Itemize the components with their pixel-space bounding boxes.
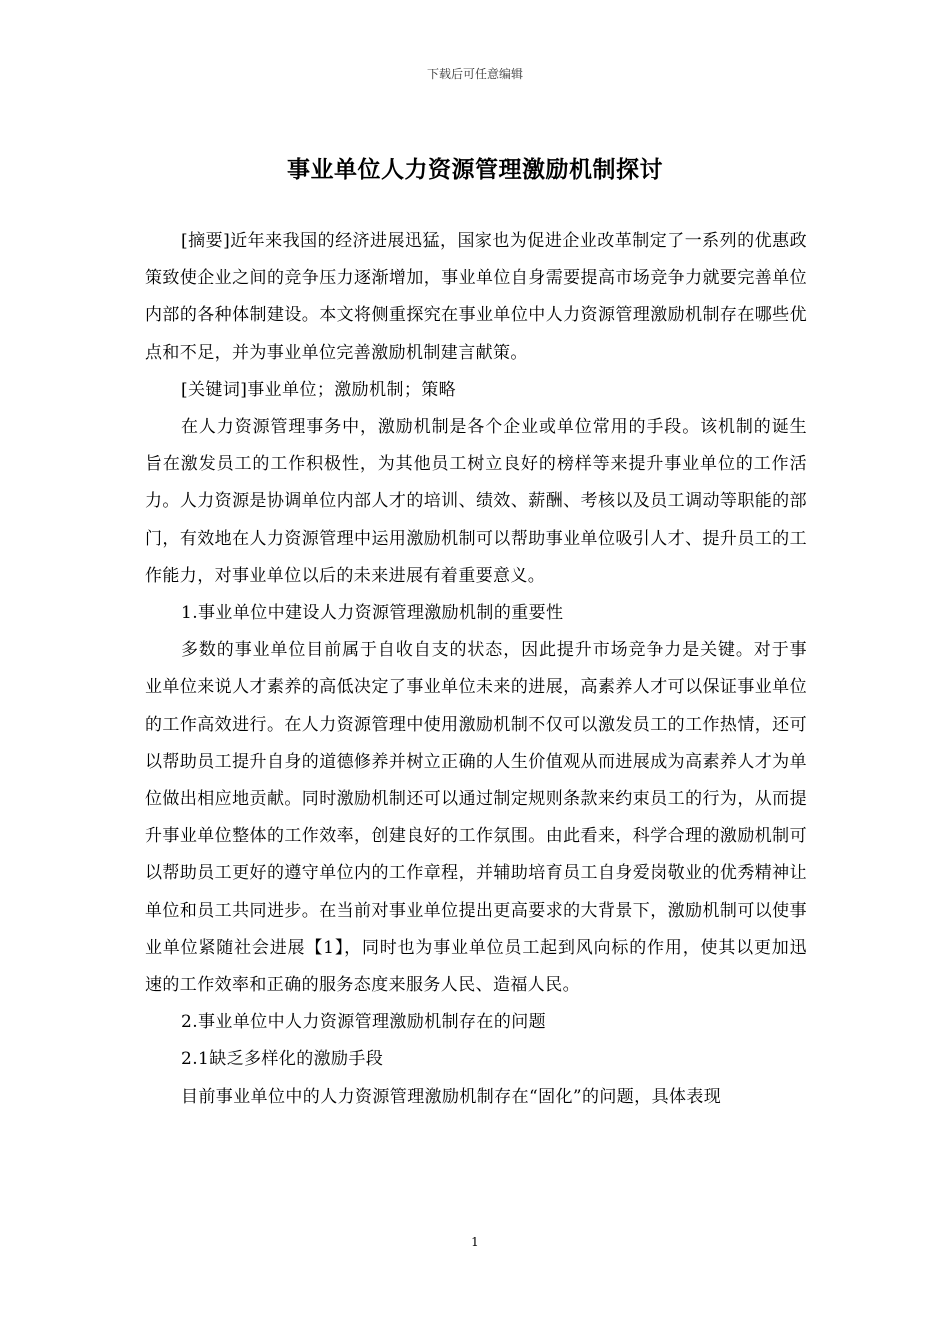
document-body xyxy=(145,223,807,1116)
section-heading-2: 2.事业单位中人力资源管理激励机制存在的问题 xyxy=(181,1012,547,1033)
section-heading-1: 1.事业单位中建设人力资源管理激励机制的重要性 xyxy=(181,603,564,624)
keywords-paragraph: [关键词]事业单位；激励机制；策略 xyxy=(181,379,457,400)
subsection-2-1-paragraph: 目前事业单位中的人力资源管理激励机制存在“固化”的问题，具体表现 xyxy=(181,1086,722,1107)
abstract-paragraph: [摘要]近年来我国的经济进展迅猛，国家也为促进企业改革制定了一系列的优惠政策致使企业之间的竞争压力逐渐增加，事业单位自身需要提高市场竞争力就要完善单位内部的各种体制建设。本文将侧重探究在事业单位中人力资源管理激励机制存在哪些优点和不足，并为事业单位完善激励机制建言献策。 xyxy=(145,231,807,363)
page-number: 1 xyxy=(471,1235,479,1249)
subsection-heading-2-1: 2.1缺乏多样化的激励手段 xyxy=(181,1049,384,1070)
section-1-paragraph: 多数的事业单位目前属于自收自支的状态，因此提升市场竞争力是关键。对于事业单位来说人才素养的高低决定了事业单位未来的进展，高素养人才可以保证事业单位的工作高效进行。在人力资源管理中使用激励机制不仅可以激发员工的工作热情，还可以帮助员工提升自身的道德修养并树立正确的人生价值观从而进展成为高素养人才为单位做出相应地贡献。同时激励机制还可以通过制定规则条款来约束员工的行为，从而提升事业单位整体的工作效率，创建良好的工作氛围。由此看来，科学合理的激励机制可以帮助员工更好的遵守单位内的工作章程，并辅助培育员工自身爱岗敬业的优秀精神让单位和员工共同进步。在当前对事业单位提出更高要求的大背景下，激励机制可以使事业单位紧随社会进展【1】，同时也为事业单位员工起到风向标的作用，使其以更加迅速的工作效率和正确的服务态度来服务人民、造福人民。 xyxy=(145,640,807,996)
intro-paragraph: 在人力资源管理事务中，激励机制是各个企业或单位常用的手段。该机制的诞生旨在激发员工的工作积极性，为其他员工树立良好的榜样等来提升事业单位的工作活力。人力资源是协调单位内部人才的培训、绩效、薪酬、考核以及员工调动等职能的部门，有效地在人力资源管理中运用激励机制可以帮助事业单位吸引人才、提升员工的工作能力，对事业单位以后的未来进展有着重要意义。 xyxy=(145,417,807,586)
document-title: 事业单位人力资源管理激励机制探讨 xyxy=(287,156,663,183)
page-header: 下载后可任意编辑 xyxy=(426,67,523,81)
